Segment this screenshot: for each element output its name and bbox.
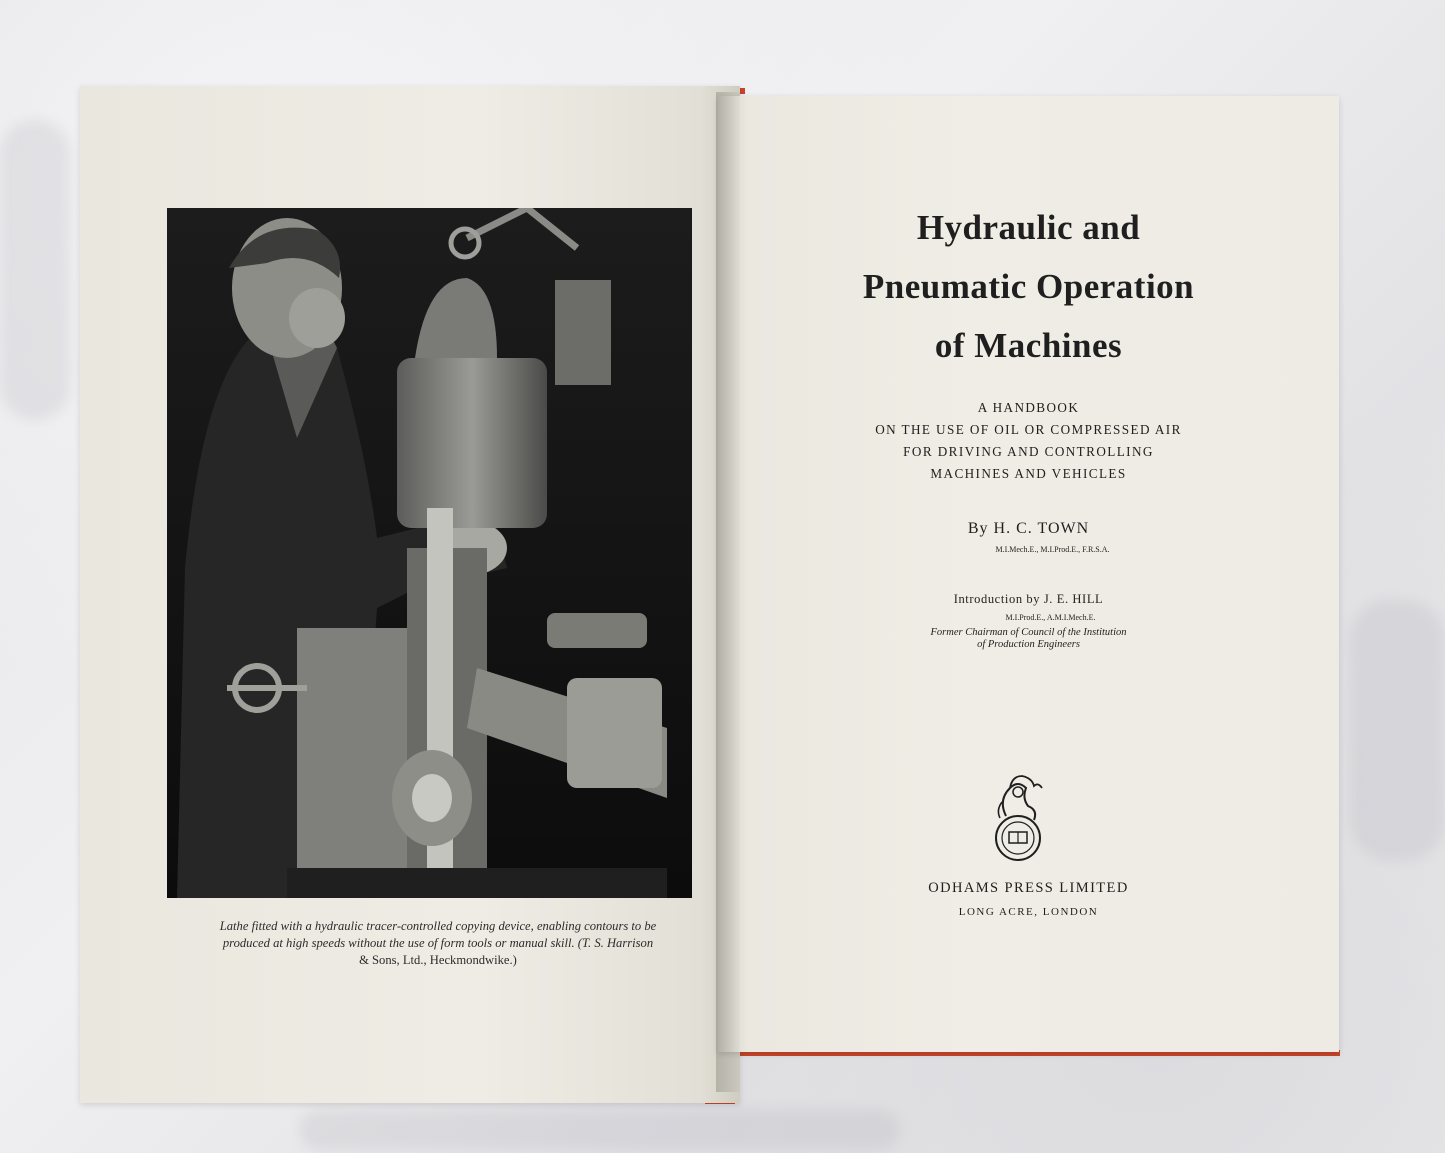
introduction-line: Introduction by J. E. HILL: [953, 592, 1104, 606]
author-line: By H. C. TOWN: [967, 520, 1090, 537]
publisher-name: ODHAMS PRESS LIMITED: [928, 880, 1129, 896]
introduction-role-line-1: Former Chairman of Council of the Institution: [930, 627, 1127, 638]
caption-line: produced at high speeds without the use of form tools or manual skill. (T. S. Harrison: [222, 936, 654, 950]
publisher-emblem-icon: [988, 770, 1048, 866]
frontispiece-photo: [167, 208, 692, 898]
introduction-role-line-2: of Production Engineers: [977, 639, 1080, 650]
subtitle-line-3: FOR DRIVING AND CONTROLLING: [903, 444, 1154, 459]
book-title-line-2: Pneumatic Operation: [862, 267, 1195, 306]
frontispiece-caption: [182, 918, 694, 969]
caption-line: Lathe fitted with a hydraulic tracer-controlled copying device, enabling contours to be: [219, 919, 657, 933]
author-credentials: M.I.Mech.E., M.I.Prod.E., F.R.S.A.: [995, 545, 1110, 554]
subtitle-line-4: MACHINES AND VEHICLES: [930, 466, 1127, 481]
subtitle-line-1: A HANDBOOK: [977, 400, 1080, 415]
subtitle-line-2: ON THE USE OF OIL OR COMPRESSED AIR: [875, 422, 1182, 437]
lathe-operator-photo: [167, 208, 692, 898]
book-title-line-3: of Machines: [934, 326, 1123, 365]
introduction-credentials: M.I.Prod.E., A.M.I.Mech.E.: [1005, 613, 1096, 622]
caption-line: & Sons, Ltd., Heckmondwike.): [359, 953, 517, 967]
publisher-address: LONG ACRE, LONDON: [958, 906, 1099, 918]
book-title-line-1: Hydraulic and: [916, 208, 1141, 247]
